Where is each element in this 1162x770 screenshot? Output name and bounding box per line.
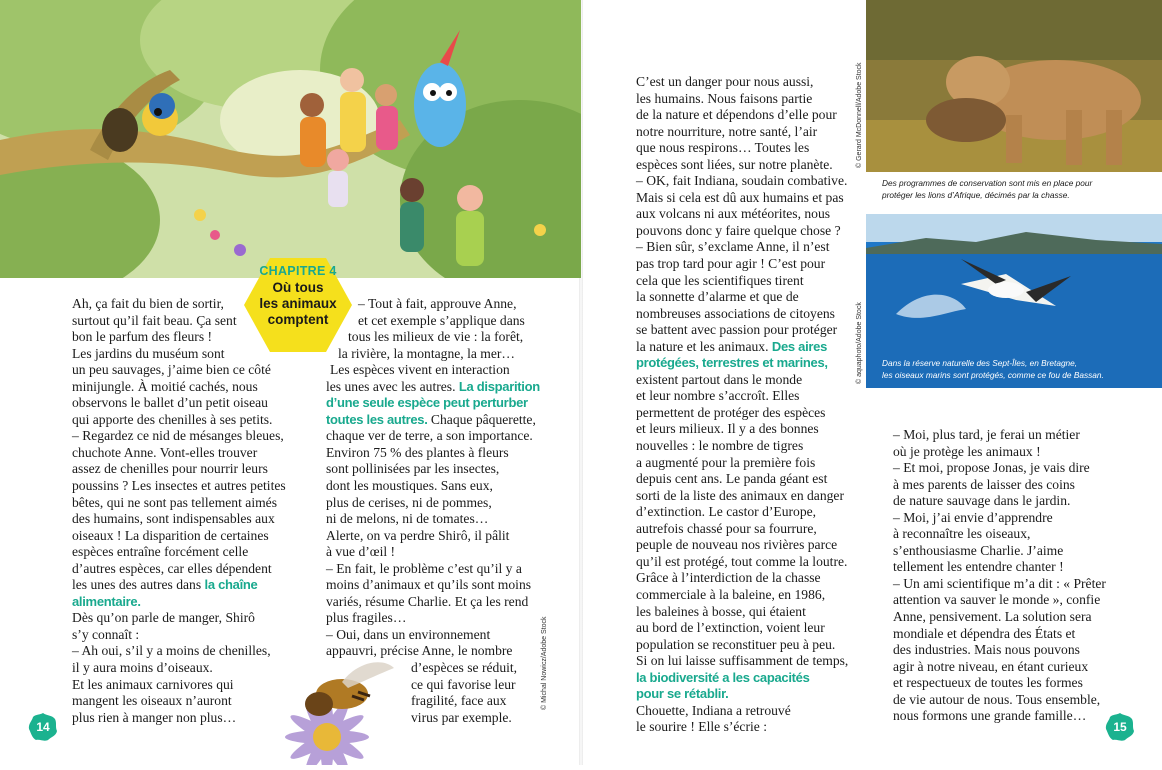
text-line: fragilité, face aux [411, 693, 507, 709]
highlight-text: La disparition [458, 378, 540, 394]
text-line: plus de cerises, ni de pommes, [326, 494, 492, 510]
text-line: de vie autour de nous. Tous ensemble, [893, 691, 1101, 707]
text-line: chaque ver de terre, a son importance. [326, 428, 533, 444]
text-line: mondiale et dépendra des États et [893, 625, 1076, 641]
text-line: commerciale à la baleine, en 1986, [636, 586, 826, 602]
text-line: bon le parfum des fleurs ! [72, 329, 213, 345]
text-line: attention va sauver le monde », confie [893, 592, 1101, 608]
text-line: sont pollinisées par les insectes, [326, 461, 500, 477]
text-line: depuis cent ans. Le panda géant est [636, 471, 828, 487]
text-line: Anne, pensivement. La solution sera [893, 609, 1092, 625]
text-line: Si on lui laisse suffisamment de temps, [636, 653, 849, 669]
text-line: surtout qu’il fait beau. Ça sent [72, 312, 237, 328]
text-line: pouvons donc y faire quelque chose ? [636, 222, 841, 238]
text-line: a augmenté pour la première fois [636, 454, 816, 470]
text-line: appauvri, précise Anne, le nombre [326, 643, 513, 659]
text-line: pas trop tard pour agir ! C’est pour [636, 256, 826, 272]
text-line: C’est un danger pour nous aussi, [636, 74, 814, 89]
text-column-4 [893, 427, 1106, 725]
text-line: à mes parents de laisser des coins [893, 476, 1075, 492]
chapter-title-line: comptent [267, 312, 329, 327]
text-line: observons le ballet d’un petit oiseau [72, 395, 268, 411]
text-fragment: les unes des autres dans [72, 577, 205, 593]
text-line: de nature sauvage dans le jardin. [893, 493, 1071, 509]
text-fragment: les unes avec les autres. [326, 378, 459, 394]
text-line: tous les milieux de vie : la forêt, [348, 329, 524, 345]
text-line: sorti de la liste des animaux en danger [636, 487, 844, 503]
text-line: chuchote Anne. Vont-elles trouver [72, 444, 258, 460]
text-line: – Ah oui, s’il y a moins de chenilles, [72, 643, 271, 659]
text-line: qui apporte des chenilles à ses petits. [72, 411, 273, 427]
text-line: Les jardins du muséum sont [72, 345, 225, 361]
text-line: notre nourriture, notre santé, l’air [636, 123, 818, 139]
text-line: nous formons une grande famille… [893, 708, 1087, 724]
page-number-right [1105, 712, 1135, 742]
text-line: peuple de nouveau nos rivières parce [636, 537, 838, 553]
chapter-title-line: les animaux [259, 296, 337, 311]
text-line: plus fragiles… [326, 610, 407, 626]
chapter-title-line: Où tous [272, 280, 324, 295]
highlight-text: Des aires [771, 338, 828, 354]
text-line: Alerte, on va perdre Shirô, il pâlit [326, 527, 510, 543]
text-line: – Regardez ce nid de mésanges bleues, [72, 428, 284, 444]
text-line: Grâce à l’interdiction de la chasse [636, 570, 821, 586]
text-line: tellement les entendre chanter ! [893, 559, 1064, 575]
page-number-left [28, 712, 58, 742]
text-line: se battent avec passion pour protéger [636, 322, 838, 338]
highlight-text: protégées, terrestres et marines, [636, 355, 828, 371]
text-line: d’espèces se réduit, [411, 660, 518, 676]
text-line: – Moi, plus tard, je ferai un métier [893, 427, 1080, 442]
page-number-text: 14 [36, 720, 50, 734]
text-line: Ah, ça fait du bien de sortir, [72, 296, 224, 311]
text-column-3 [636, 74, 848, 736]
text-line: s’y connaît : [72, 626, 140, 642]
text-line [72, 577, 286, 594]
chapter-illustration [0, 0, 581, 278]
text-line: à vue d’œil ! [326, 544, 396, 560]
caption-line: Dans la réserve naturelle des Sept-Îles, en Bretagne, [882, 358, 1078, 368]
text-line: et cet exemple s’applique dans [358, 312, 525, 328]
page-number-text: 15 [1113, 720, 1127, 734]
highlight-text: pour se rétablir. [636, 686, 729, 702]
text-line: Les espèces vivent en interaction [330, 362, 510, 378]
text-line: la sonnette d’alarme et que de [636, 289, 799, 305]
text-line: s’enthousiasme Charlie. J’aime [893, 542, 1064, 558]
text-line: à reconnaître les oiseaux, [893, 526, 1031, 542]
text-line: – Moi, j’ai envie d’apprendre [893, 509, 1053, 525]
chapter-number: CHAPITRE 4 [259, 264, 337, 278]
text-line: population se reconstituer peu à peu. [636, 636, 836, 652]
highlight-text: toutes les autres. [326, 411, 428, 427]
highlight-text: alimentaire. [72, 593, 141, 609]
text-line: virus par exemple. [411, 709, 512, 725]
text-line: – Oui, dans un environnement [326, 626, 491, 642]
text-line: variés, résume Charlie. Et ça les rend [326, 593, 529, 609]
text-line: et respectueux de toutes les formes [893, 675, 1083, 691]
text-line: Mais si cela est dû aux humains et pas [636, 189, 844, 205]
caption-lion [882, 177, 1092, 201]
caption-line: les oiseaux marins sont protégés, comme ce fou de Bassan. [882, 370, 1104, 380]
bee-photo [244, 652, 410, 765]
text-line: Et les animaux carnivores qui [72, 676, 234, 692]
text-line: où je protège les animaux ! [893, 443, 1041, 459]
text-line: nouvelles : le nombre de tigres [636, 438, 804, 454]
caption-line: Des programmes de conservation sont mis en place pour [882, 178, 1093, 188]
text-line: aux volcans ni aux météorites, nous [636, 206, 831, 222]
text-fragment: la nature et les animaux. [636, 338, 772, 354]
text-line: – OK, fait Indiana, soudain combative. [636, 173, 848, 189]
text-line: et leur nombre s’accroît. Elles [636, 388, 800, 404]
text-line: des industries. Mais nous pouvons [893, 642, 1080, 658]
text-line: existent partout dans le monde [636, 371, 803, 387]
lion-photo [866, 0, 1162, 172]
text-line: qu’il est protégé, tout comme la loutre. [636, 553, 848, 569]
text-line: Dès qu’on parle de manger, Shirô [72, 610, 255, 626]
text-line: ni de melons, ni de tomates… [326, 511, 489, 527]
text-line: – Un ami scientifique m’a dit : « Prêter [893, 575, 1106, 591]
text-line: de la nature et dépendons d’elle pour [636, 107, 837, 123]
text-line: – Bien sûr, s’exclame Anne, il n’est [636, 239, 830, 255]
text-line [326, 379, 540, 396]
text-line: minijungle. À moitié cachés, nous [72, 378, 258, 394]
text-line: assez de chenilles pour nourrir leurs [72, 461, 268, 477]
text-line: plus rien à manger non plus… [72, 709, 237, 725]
text-line: – En fait, le problème c’est qu’il y a [326, 560, 522, 576]
text-line: ce qui favorise leur [411, 676, 516, 692]
text-line: Chouette, Indiana a retrouvé [636, 702, 791, 718]
text-line [636, 339, 848, 356]
text-line: le sourire ! Elle s’écrie : [636, 719, 767, 735]
caption-gannet [882, 357, 1104, 381]
text-line: dont les moustiques. Sans eux, [326, 478, 493, 494]
highlight-text: la biodiversité a les capacités [636, 669, 810, 685]
text-line: espèces sont liées, sur notre planète. [636, 156, 833, 172]
text-line: que nous respirons… Toutes les [636, 140, 810, 156]
highlight-text: la chaîne [204, 577, 258, 593]
text-line: nombreuses associations de citoyens [636, 305, 835, 321]
text-line: d’extinction. Le castor d’Europe, [636, 504, 817, 520]
text-line: un peu sauvages, j’aime bien ce côté [72, 362, 271, 378]
text-line: poussins ? Les insectes et autres petites [72, 478, 286, 494]
text-fragment: Chaque pâquerette, [427, 411, 536, 427]
text-line: Environ 75 % des plantes à fleurs [326, 444, 509, 460]
text-line: autrefois chassé pour sa fourrure, [636, 520, 817, 536]
text-line: moins d’animaux et qu’ils sont moins [326, 577, 532, 593]
text-line: des humains, sont indispensables aux [72, 511, 275, 527]
text-line: permettent de protéger des espèces [636, 404, 826, 420]
text-line: la rivière, la montagne, la mer… [338, 345, 516, 361]
text-line: – Et moi, propose Jonas, je vais dire [893, 460, 1090, 476]
text-line: les humains. Nous faisons partie [636, 90, 813, 106]
text-line: – Tout à fait, approuve Anne, [358, 296, 517, 311]
text-line: et leurs milieux. Il y a des bonnes [636, 421, 819, 437]
text-line: oiseaux ! La disparition de certaines [72, 527, 269, 543]
text-line: il y aura moins d’oiseaux. [72, 660, 213, 676]
text-line: espèces entraîne forcément celle [72, 544, 249, 560]
photo-credit-lion: © Gerard McDonnell/Adobe Stock [856, 62, 863, 168]
text-line: agir à notre niveau, en étant curieux [893, 658, 1089, 674]
highlight-text: d’une seule espèce peut perturber [326, 395, 528, 411]
text-line: cela que les scientifiques tirent [636, 272, 804, 288]
text-line: les baleines à bosse, qui étaient [636, 603, 806, 619]
photo-credit-bee: © Michal Nowicz/Adobe Stock [541, 616, 548, 710]
text-line: d’autres espèces, car elles dépendent [72, 560, 272, 576]
text-line: au bord de l’extinction, voient leur [636, 620, 825, 636]
caption-line: protéger les lions d’Afrique, décimés par la chasse. [882, 190, 1070, 200]
text-line: mangent les oiseaux n’auront [72, 693, 232, 709]
text-line [326, 412, 540, 429]
text-line: bêtes, qui ne sont pas tellement aimés [72, 494, 277, 510]
photo-credit-gannet: © aquaphoto/Adobe Stock [856, 302, 863, 384]
